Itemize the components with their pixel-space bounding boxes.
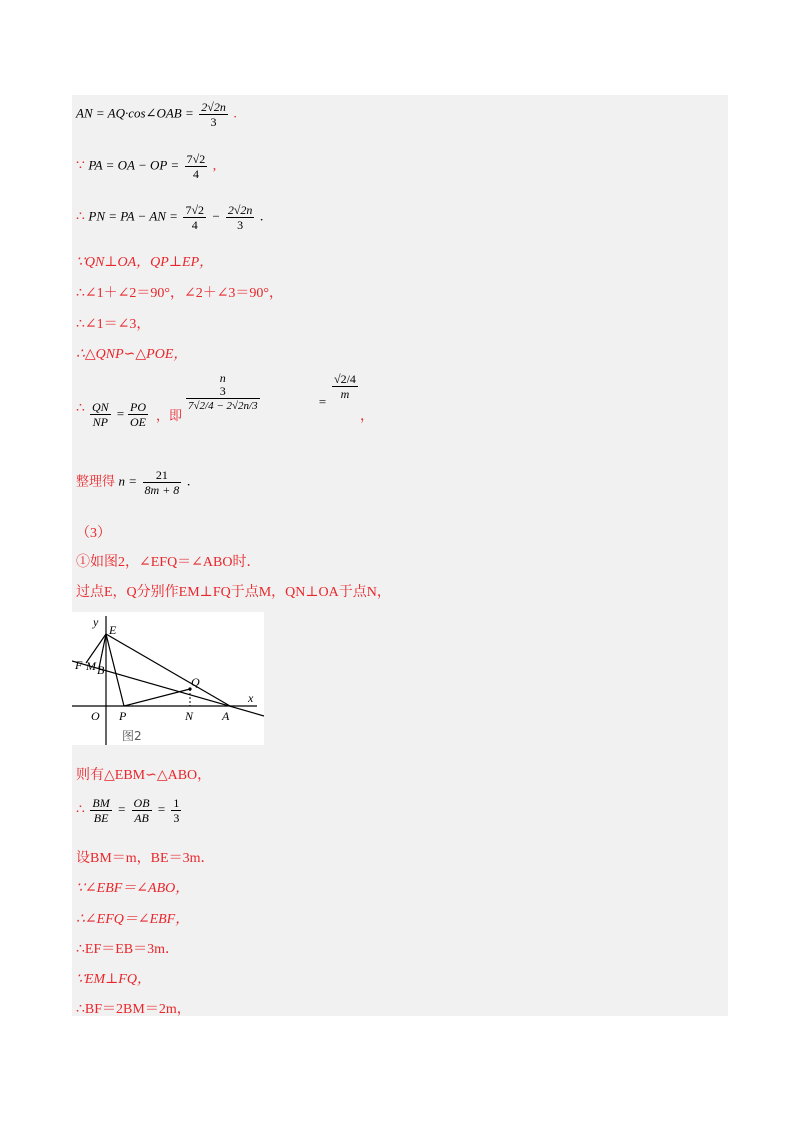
line-result-n: 整理得 n = $\frac{21}{8m + 8}$ .	[76, 468, 191, 497]
line-ef-eb: ∴EF＝EB＝3m．	[76, 942, 180, 957]
geometry-diagram	[72, 612, 264, 745]
line-ep	[106, 634, 124, 706]
label-q: Q	[191, 675, 200, 689]
label-f: F	[75, 658, 83, 672]
line-an: AN = AQ·cos∠OAB = $\frac{2√2n}{3}$ .	[76, 100, 237, 129]
label-e: E	[109, 623, 117, 637]
line-pq	[124, 689, 190, 706]
pa-fraction: $\frac{7√2}{4}$	[186, 152, 206, 181]
line-similar-ebm: 则有△EBM∽△ABO，	[76, 768, 212, 783]
line-case-1: ①如图2，∠EFQ＝∠ABO时．	[76, 555, 261, 570]
line-similar: ∴△QNP∽△POE，	[76, 347, 188, 362]
line-angle-sum: ∴∠1＋∠2＝90°，∠2＋∠3＝90°，	[76, 286, 284, 301]
section-3-heading: （3）	[76, 526, 111, 541]
an-fraction: $\frac{2√2n}{3}$	[201, 100, 226, 129]
line-bf: ∴BF＝2BM＝2m，	[76, 1002, 191, 1017]
line-pn: ∴ PN = PA − AN = $\frac{7√2}{4}$ − $\frac{2√2n}{3}$ .	[76, 203, 264, 232]
line-pa: ∵ PA = OA − OP = $\frac{7√2}{4}$ ,	[76, 152, 217, 181]
line-set-bm: 设BM＝m，BE＝3m．	[76, 851, 215, 866]
line-efq-ebf: ∴∠EFQ＝∠EBF，	[76, 912, 190, 927]
label-x: x	[248, 691, 254, 705]
label-o: O	[91, 709, 100, 723]
label-y: y	[93, 615, 99, 629]
an-equation: AN = AQ·cos∠OAB =	[76, 105, 194, 121]
label-n: N	[185, 709, 194, 723]
pn-equation: PN = PA − AN =	[88, 208, 178, 224]
line-construction: 过点E，Q分别作EM⊥FQ于点M，QN⊥OA于点N，	[76, 585, 391, 600]
big-fraction: n 3 7√2/4 − 2√2n/3	[188, 371, 258, 412]
rhs-fraction: $\frac{√2/4}{m}$	[334, 372, 356, 401]
label-b: B	[97, 663, 105, 677]
line-em-perp: ∵EM⊥FQ，	[76, 972, 151, 987]
line-ebf-abo: ∵∠EBF＝∠ABO，	[76, 881, 190, 896]
figure-2	[72, 612, 264, 745]
line-ratio: ∴ $\frac{BM}{BE}$ = $\frac{OB}{AB}$ = $\frac{1}{3}$	[76, 796, 180, 825]
pa-equation: PA = OA − OP =	[88, 157, 180, 173]
figure-caption: 图2	[122, 729, 142, 743]
label-a: A	[222, 709, 230, 723]
label-m: M	[86, 659, 96, 673]
line-angle-equal: ∴∠1＝∠3，	[76, 317, 151, 332]
label-p: P	[119, 709, 127, 723]
line-perpendicular: ∵QN⊥OA，QP⊥EP，	[76, 255, 214, 270]
